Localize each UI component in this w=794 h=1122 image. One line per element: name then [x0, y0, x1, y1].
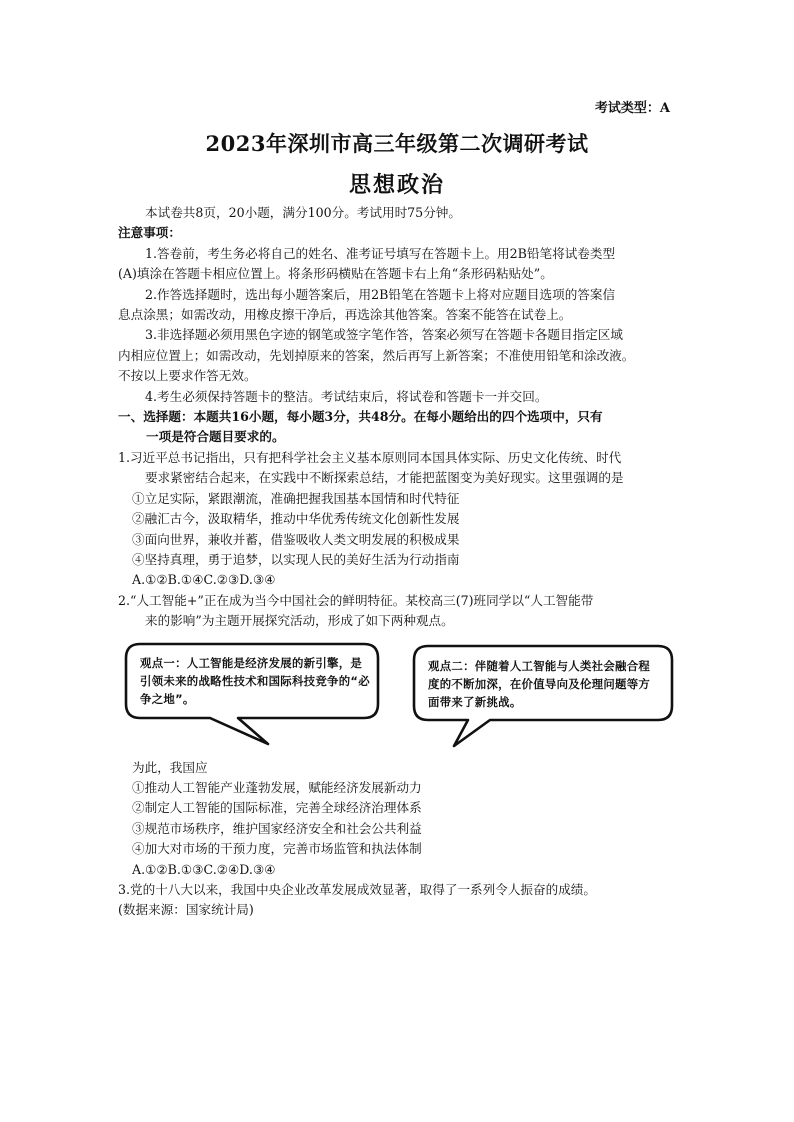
section-1-heading: 一、选择题：本题共16小题，每小题3分，共48分。在每小题给出的四个选项中，只有 [118, 409, 603, 425]
question-1-option-4: ④坚持真理，勇于追梦，以实现人民的美好生活为行动指南 [132, 551, 460, 567]
section-1-heading-cont: 一项是符合题目要求的。 [146, 429, 285, 445]
question-2-lead: 为此，我国应 [132, 759, 208, 775]
question-2-stem: 2.“人工智能+”正在成为当今中国社会的鲜明特征。某校高三(7)班同学以“人工智能带 [118, 592, 594, 608]
question-1-option-3: ③面向世界，兼收并蓄，借鉴吸收人类文明发展的积极成果 [132, 531, 460, 547]
question-1-stem: 1.习近平总书记指出，只有把科学社会主义基本原则同本国具体实际、历史文化传统、时代 [118, 449, 622, 465]
notes-heading: 注意事项： [118, 225, 181, 241]
note-3-line-3: 不按以上要求作答无效。 [118, 368, 257, 384]
question-1-option-1: ①立足实际，紧跟潮流，准确把握我国基本国情和时代特征 [132, 490, 460, 506]
question-3-data-source: (数据来源：国家统计局) [118, 902, 254, 918]
note-2-line-2: 息点涂黑；如需改动，用橡皮擦干净后，再选涂其他答案。答案不能答在试卷上。 [118, 307, 572, 323]
exam-type-label: 考试类型：A [594, 101, 670, 116]
question-2-option-4: ④加大对市场的干预力度，完善市场监管和执法体制 [132, 841, 422, 857]
note-1-line-1: 1.答卷前，考生务必将自己的姓名、准考证号填写在答题卡上。用2B铅笔将试卷类型 [145, 245, 616, 261]
viewpoint-1-text: 观点一：人工智能是经济发展的新引擎，是引领未来的战略性技术和国际科技竞争的“必争之地”。 [140, 655, 370, 706]
question-2-option-3: ③规范市场秩序，维护国家经济安全和社会公共利益 [132, 820, 422, 836]
note-1-line-2: (A)填涂在答题卡相应位置上。将条形码横贴在答题卡右上角“条形码粘贴处”。 [118, 266, 553, 282]
viewpoint-2-text: 观点二：伴随着人工智能与人类社会融合程度的不断加深，在价值导向及伦理问题等方面带来了新挑战。 [428, 658, 651, 709]
question-1-stem-cont: 要求紧密结合起来，在实践中不断探索总结，才能把蓝图变为美好现实。这里强调的是 [145, 470, 624, 486]
exam-intro: 本试卷共8页，20小题，满分100分。考试用时75分钟。 [145, 205, 461, 220]
note-3-line-1: 3.非选择题必须用黑色字迹的钢笔或签字笔作答，答案必须写在答题卡各题目指定区域 [145, 327, 623, 343]
note-2-line-1: 2.作答选择题时，选出每小题答案后，用2B铅笔在答题卡上将对应题目选项的答案信 [145, 286, 616, 302]
question-2-option-2: ②制定人工智能的国际标准，完善全球经济治理体系 [132, 800, 422, 816]
question-3-stem: 3.党的十八大以来，我国中央企业改革发展成效显著，取得了一系列令人振奋的成绩。 [118, 881, 596, 897]
viewpoint-bubbles [118, 640, 678, 748]
question-2-option-1: ①推动人工智能产业蓬勃发展，赋能经济发展新动力 [132, 779, 422, 795]
note-3-line-2: 内相应位置上；如需改动，先划掉原来的答案，然后再写上新答案；不准使用铅笔和涂改液。 [118, 347, 635, 363]
note-4: 4.考生必须保持答题卡的整洁。考试结束后，将试卷和答题卡一并交回。 [145, 388, 548, 404]
subject-title: 思想政治 [348, 172, 445, 198]
exam-body [118, 203, 678, 921]
question-1-answers: A.①②B.①④C.②③D.③④ [132, 572, 276, 588]
question-2-answers: A.①②B.①③C.②④D.③④ [132, 861, 276, 877]
question-2-stem-cont: 来的影响”为主题开展探究活动，形成了如下两种观点。 [145, 613, 454, 629]
exam-title: 2023年深圳市高三年级第二次调研考试 [205, 131, 589, 156]
question-1-option-2: ②融汇古今，汲取精华，推动中华优秀传统文化创新性发展 [132, 511, 460, 527]
